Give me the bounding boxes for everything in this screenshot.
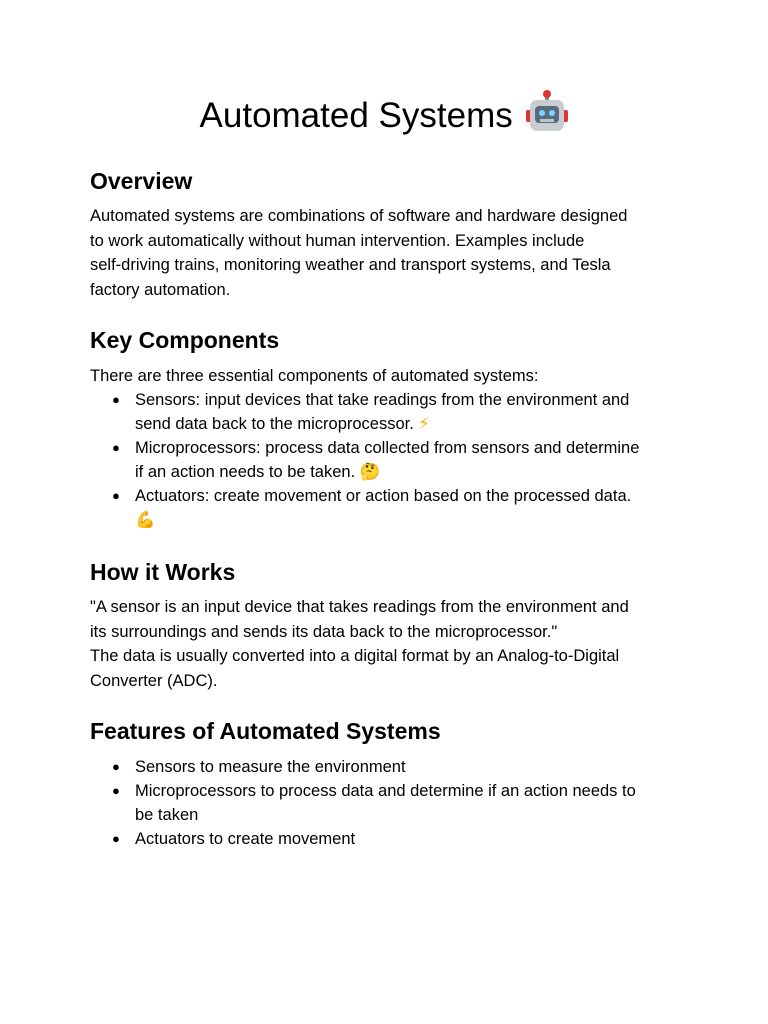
list-item <box>90 388 690 436</box>
key-components-heading: Key Components <box>90 327 280 353</box>
lightning-icon: ⚡ <box>418 414 431 433</box>
list-item-line: if an action needs to be taken. <box>135 463 356 481</box>
list-item-line: be taken <box>135 806 199 824</box>
list-item-line: Sensors: input devices that take readings from the environment and <box>135 391 630 409</box>
bullet-icon: ● <box>112 831 120 846</box>
overview-paragraph <box>90 204 690 302</box>
overview-line: Automated systems are combinations of software and hardware designed <box>90 207 628 225</box>
key-components-list <box>90 388 690 532</box>
list-item <box>90 436 690 484</box>
list-item-line: Sensors to measure the environment <box>135 758 406 776</box>
bullet-icon: ● <box>112 488 120 503</box>
bullet-icon: ● <box>112 392 120 407</box>
how-it-works-line: its surroundings and sends its data back to the microprocessor." <box>90 622 558 641</box>
features-list <box>90 755 690 851</box>
page-title <box>0 92 768 140</box>
list-item-line: Actuators to create movement <box>135 830 356 848</box>
how-it-works-line: Converter (ADC). <box>90 671 218 690</box>
list-item <box>90 827 690 851</box>
key-components-intro-text: There are three essential components of automated systems: <box>90 367 539 385</box>
how-it-works-paragraph <box>90 595 690 693</box>
flexed-biceps-icon: 💪 <box>135 510 156 529</box>
overview-line: factory automation. <box>90 280 231 299</box>
list-item-line: Actuators: create movement or action based on the processed data. <box>135 487 632 505</box>
features-heading: Features of Automated Systems <box>90 718 441 744</box>
list-item-line: Microprocessors to process data and determine if an action needs to <box>135 782 636 800</box>
how-it-works-line: "A sensor is an input device that takes readings from the environment and <box>90 598 629 616</box>
bullet-icon: ● <box>112 759 120 774</box>
overview-heading: Overview <box>90 168 193 194</box>
list-item <box>90 779 690 827</box>
bullet-icon: ● <box>112 783 120 798</box>
thinking-face-icon: 🤔 <box>359 462 381 481</box>
list-item <box>90 484 690 532</box>
bullet-icon: ● <box>112 440 120 455</box>
list-item-line: Microprocessors: process data collected from sensors and determine <box>135 439 640 457</box>
list-item <box>90 755 690 779</box>
overview-line: self-driving trains, monitoring weather and transport systems, and Tesla <box>90 256 611 274</box>
key-components-intro <box>90 364 690 389</box>
how-it-works-heading: How it Works <box>90 559 236 585</box>
robot-icon <box>526 93 568 133</box>
how-it-works-line: The data is usually converted into a digital format by an Analog-to-Digital <box>90 647 620 665</box>
overview-line: to work automatically without human intervention. Examples include <box>90 231 585 250</box>
page-title-text: Automated Systems <box>199 96 513 135</box>
list-item-line: send data back to the microprocessor. <box>135 415 414 433</box>
